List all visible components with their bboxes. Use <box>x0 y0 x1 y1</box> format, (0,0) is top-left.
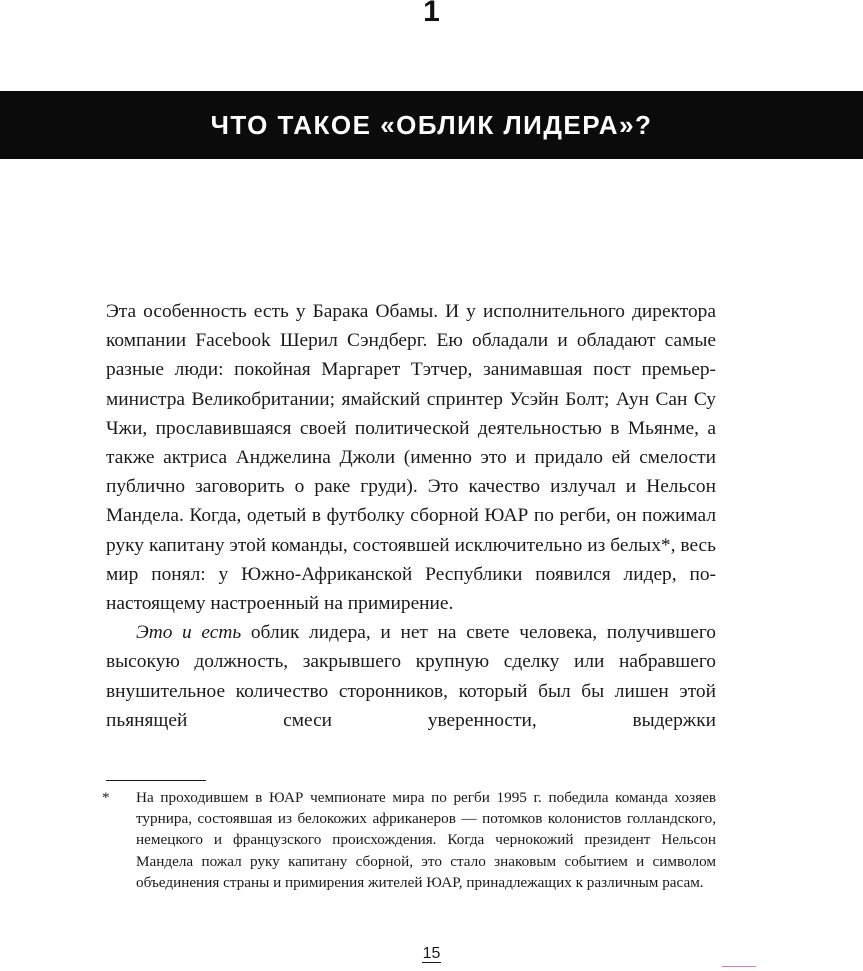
footnote <box>102 787 716 893</box>
footnote-text: На проходившем в ЮАР чемпионате мира по регби 1995 г. победила команда хозяев турнира, состоявшая из белокожих африканеров — потомков колонистов голландского, немецкого и французского происхождения. Когда чернокожий президент Нельсон Мандела пожал руку капитану сборной, это стало знаковым событием и символом объединения страны и примирения жителей ЮАР, принадлежащих к различным расам. <box>136 789 716 891</box>
chapter-title-bar <box>0 91 863 159</box>
chapter-number: 1 <box>423 0 440 28</box>
page-number-label: 15 <box>422 945 441 962</box>
footnote-marker: * <box>102 789 110 806</box>
paragraph-2 <box>106 618 716 735</box>
chapter-title: ЧТО ТАКОЕ «ОБЛИК ЛИДЕРА»? <box>210 109 653 140</box>
paragraph-2-text: облик лидера, и нет на свете человека, получившего высокую должность, закрывшего крупную сделку или набравшего внушительное количество сторонников, который был бы лишен этой пьянящей смеси уверенности, выдержки <box>106 622 716 731</box>
page-number <box>0 944 863 964</box>
footnote-divider <box>106 780 206 781</box>
edge-mark <box>722 966 756 967</box>
body-text <box>106 297 716 735</box>
paragraph-1: Эта особенность есть у Барака Обамы. И у исполнительного директора компании Facebook Шерил Сэндберг. Ею обладали и обладают самые разные люди: покойная Маргарет Тэтчер, занимавшая пост премьер-министра Великобритании; ямайский спринтер Усэйн Болт; Аун Сан Су Чжи, прославившаяся своей политической деятельностью в Мьянме, а также актриса Анджелина Джоли (именно это и придало ей смелости публично заговорить о раке груди). Это качество излучал и Нельсон Мандела. Когда, одетый в футболку сборной ЮАР по регби, он пожимал руку капитану этой команды, состоявшей исключительно из белых*, весь мир понял: у Южно-Африканской Республики появился лидер, по-настоящему настроенный на примирение. <box>106 301 716 615</box>
paragraph-2-emphasis: Это и есть <box>136 622 242 644</box>
